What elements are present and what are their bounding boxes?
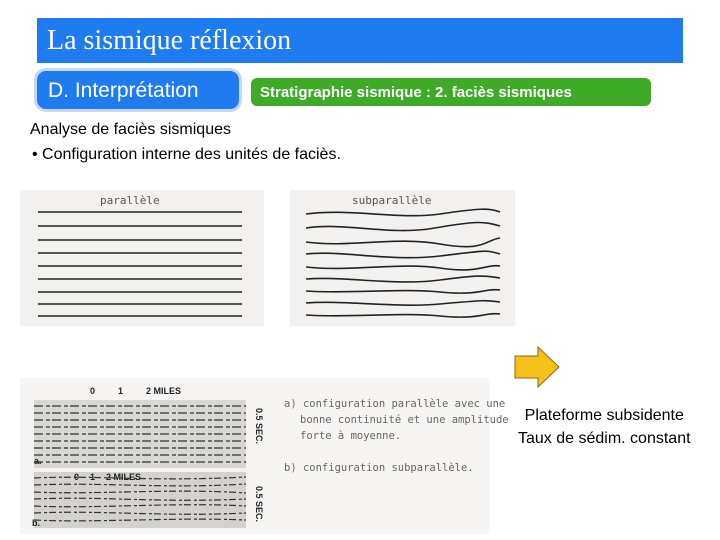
- interpretation-line1: Plateforme subsidente: [524, 407, 684, 424]
- subparallel-lines-svg: [290, 190, 515, 326]
- parallel-diagram: [20, 190, 264, 326]
- arrow-right-icon: [514, 346, 560, 388]
- parallel-lines-svg: [20, 190, 264, 326]
- section-label: D. Interprétation: [48, 79, 199, 102]
- slide-title: La sismique réflexion: [47, 25, 292, 56]
- scale-a-1: 1: [118, 386, 124, 396]
- section-badge: [37, 71, 239, 109]
- profile-b-label: b.: [32, 518, 40, 528]
- note-b-line1: b) configuration subparallèle.: [284, 462, 474, 474]
- note-a-line2: bonne continuité et une amplitude: [300, 414, 509, 426]
- scale-b-2: 2 MILES: [106, 472, 142, 482]
- time-scale-a: 0.5 SEC.: [254, 408, 264, 445]
- parallel-label: parallèle: [100, 194, 160, 207]
- time-scale-b: 0.5 SEC.: [254, 486, 264, 523]
- seismic-profile-b: [34, 472, 264, 532]
- seismic-profile-a: [34, 400, 264, 470]
- content-heading: Analyse de faciès sismiques: [30, 121, 231, 138]
- note-a-line3: forte à moyenne.: [300, 430, 402, 442]
- scale-a-2: 2 MILES: [146, 386, 182, 396]
- subparallel-label: subparallèle: [352, 194, 432, 207]
- scale-a-0: 0: [90, 386, 96, 396]
- bullet-item: • Configuration interne des unités de faciès.: [32, 146, 341, 163]
- scale-b-0: 0: [74, 472, 80, 482]
- subparallel-diagram: [290, 190, 515, 326]
- title-bar: [37, 18, 683, 63]
- interpretation-line2: Taux de sédim. constant: [518, 430, 691, 447]
- scale-b-1: 1: [90, 472, 96, 482]
- seismic-profiles: [20, 378, 509, 534]
- interpretation-text: [518, 404, 691, 450]
- profile-a-label: a.: [34, 456, 42, 466]
- note-a-line1: a) configuration parallèle avec une: [284, 398, 506, 410]
- subtitle-badge: [251, 78, 651, 106]
- subtitle-label: Stratigraphie sismique : 2. faciès sismiques: [260, 84, 572, 101]
